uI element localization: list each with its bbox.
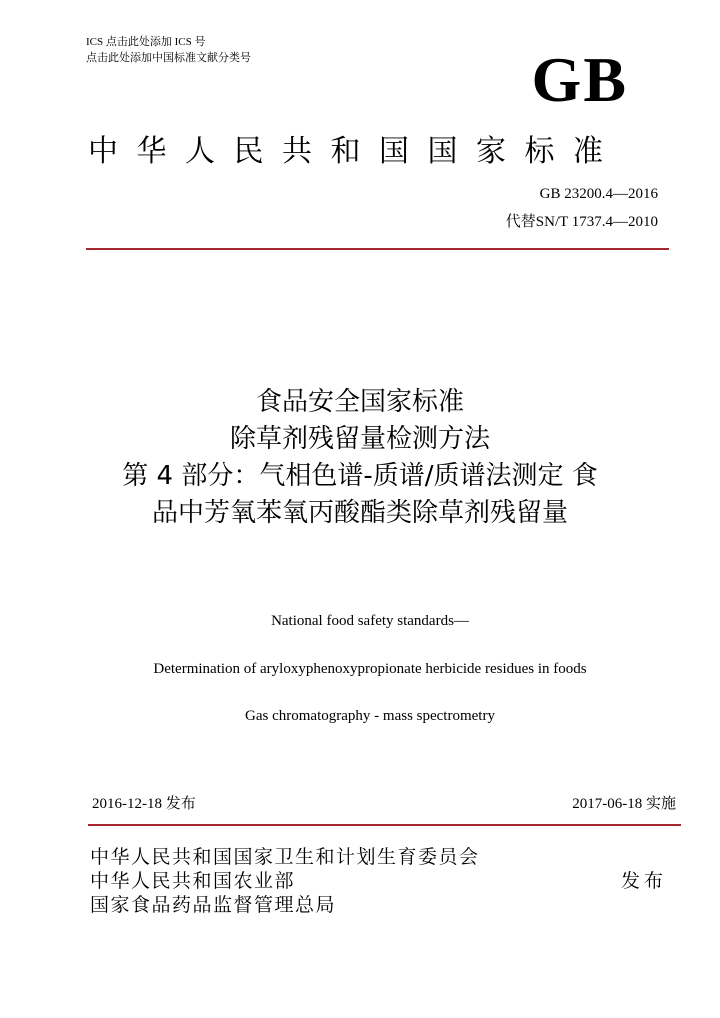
english-title-line-2: Determination of aryloxyphenoxypropionate herbicide residues in foods xyxy=(153,661,587,677)
gb-logo: GB xyxy=(531,44,628,115)
english-title-line-1: National food safety standards— xyxy=(271,613,469,629)
implementation-date: 2017-06-18 实施 xyxy=(572,796,676,812)
issuer-1: 中华人民共和国国家卫生和计划生育委员会 xyxy=(90,846,480,868)
issuing-authorities xyxy=(90,845,480,917)
header-divider xyxy=(86,248,669,250)
standard-number: GB 23200.4—2016 xyxy=(539,186,658,202)
replaces-standard: 代替SN/T 1737.4—2010 xyxy=(505,214,658,230)
classification-line: 点击此处添加中国标准文献分类号 xyxy=(86,52,251,64)
title-line-2: 除草剂残留量检测方法 xyxy=(229,424,490,454)
issuer-2: 中华人民共和国农业部 xyxy=(90,870,296,892)
issue-date: 2016-12-18 发布 xyxy=(92,796,196,812)
title-line-3: 第 4 部分：气相色谱-质谱/质谱法测定 食 xyxy=(122,461,598,491)
issuer-3: 国家食品药品监督管理总局 xyxy=(90,894,337,916)
ics-line: ICS 点击此处添加 ICS 号 xyxy=(86,36,206,48)
english-title-line-3: Gas chromatography - mass spectrometry xyxy=(245,708,495,724)
publish-label: 发布 xyxy=(621,870,668,892)
title-line-1: 食品安全国家标准 xyxy=(255,387,464,417)
title-line-4: 品中芳氧苯氧丙酸酯类除草剂残留量 xyxy=(151,498,568,528)
document-title-cn xyxy=(70,384,650,532)
ics-info xyxy=(86,34,251,66)
standard-title: 中华人民共和国国家标准 xyxy=(88,134,622,169)
footer-divider xyxy=(88,824,681,826)
